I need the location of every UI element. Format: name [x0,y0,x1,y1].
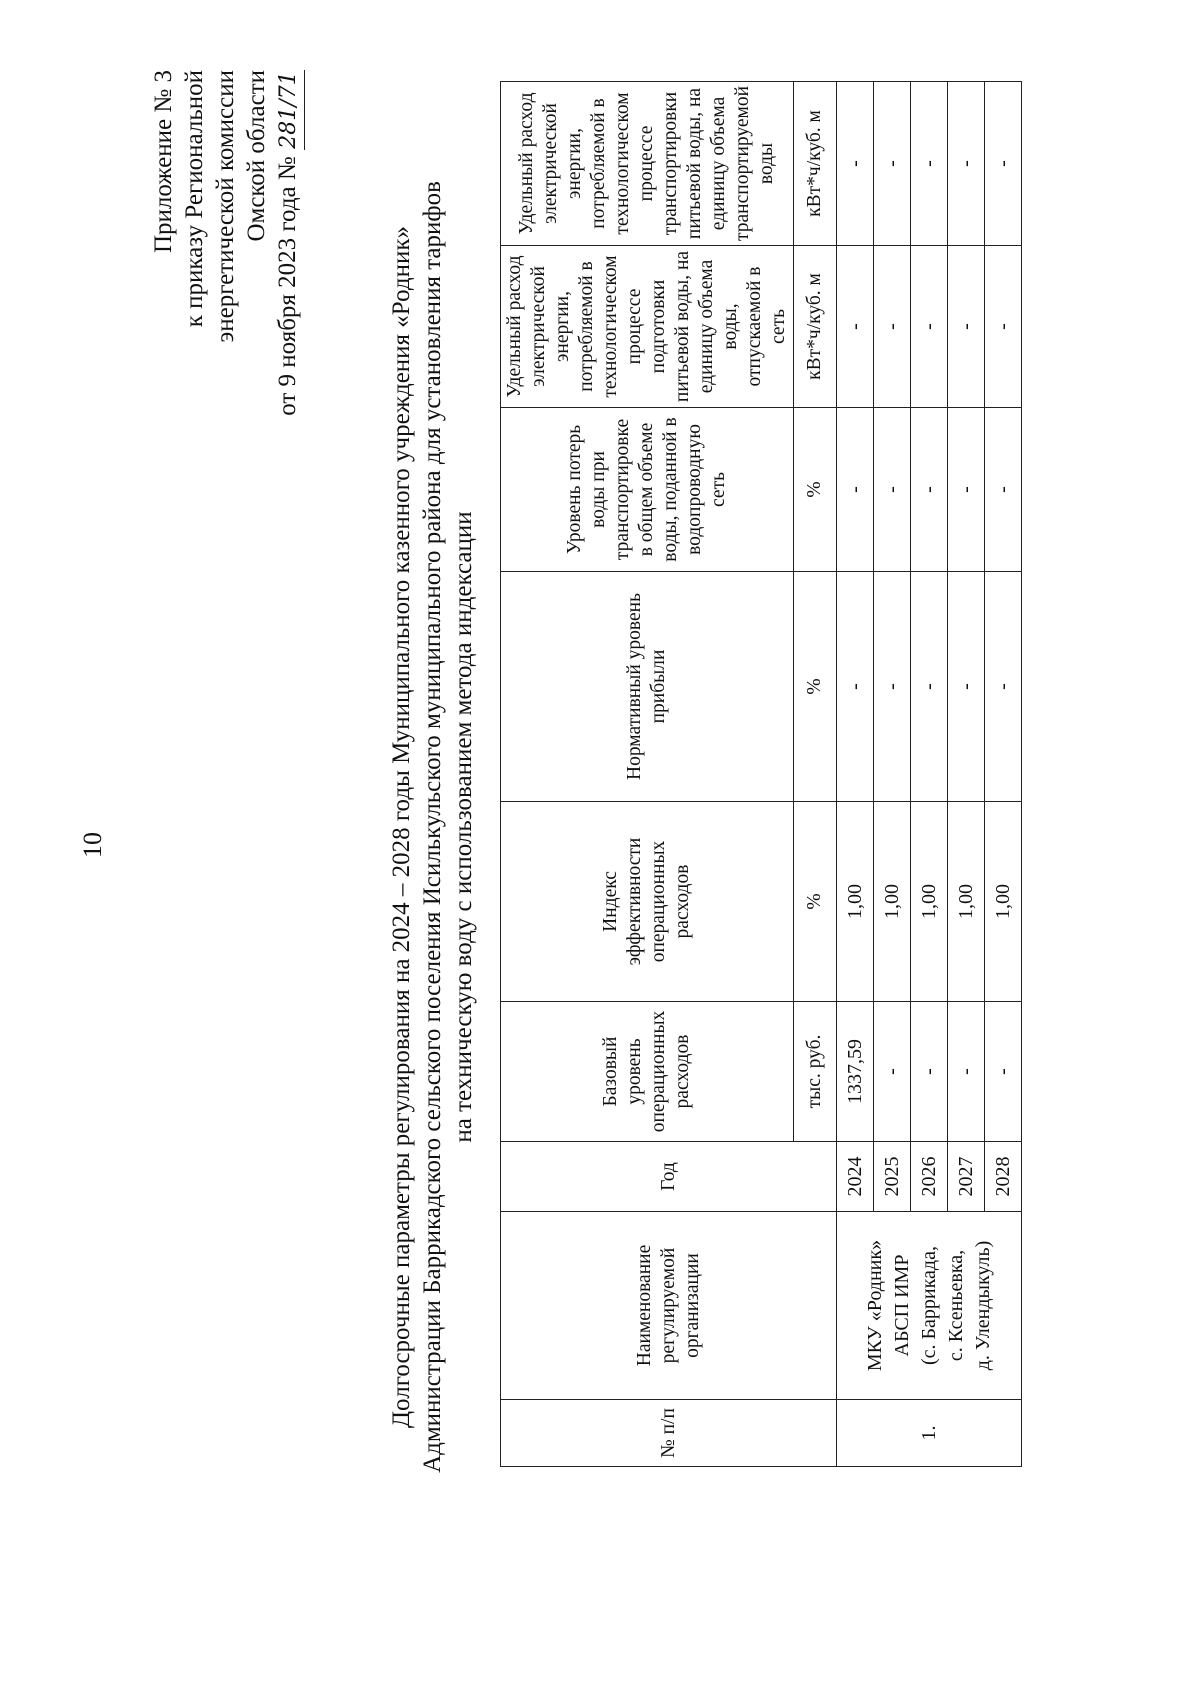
unit-energy-transport: кВт*ч/куб. м [794,82,837,246]
cell-efficiency-index: 1,00 [874,802,911,1002]
org-name-line: АБСП ИМР [890,1254,913,1357]
unit-energy-prep: кВт*ч/куб. м [794,246,837,408]
cell-profit-level: - [837,572,874,802]
cell-energy-transport: - [911,82,948,246]
unit-base-level: тыс. руб. [794,1002,837,1142]
cell-year: 2025 [874,1142,911,1212]
cell-loss-level: - [985,408,1022,572]
unit-loss-level: % [794,408,837,572]
org-name-line: МКУ «Родник» [863,1239,886,1372]
appendix-line-4: Омской области [243,70,270,242]
header-profit-level: Нормативный уровень прибыли [501,572,794,802]
cell-energy-transport: - [874,82,911,246]
unit-efficiency-index: % [794,802,837,1002]
cell-energy-transport: - [948,82,985,246]
cell-profit-level: - [874,572,911,802]
cell-energy-transport: - [985,82,1022,246]
cell-profit-level: - [985,572,1022,802]
cell-efficiency-index: 1,00 [911,802,948,1002]
appendix-line-3: энергетической комиссии [212,70,239,343]
row-number: 1. [837,1400,1022,1467]
header-year: Год [501,1142,837,1212]
order-number-handwritten: 281/71 [273,70,305,150]
cell-loss-level: - [948,408,985,572]
appendix-date-line [272,70,305,590]
title-line-1: Долгосрочные параметры регулирования на 2024 – 2028 годы Муниципального казенного учреждения «Родник» [388,226,415,1428]
cell-base-level: - [985,1002,1022,1142]
page-number: 10 [78,832,107,858]
unit-profit-level: % [794,572,837,802]
cell-base-level: - [874,1002,911,1142]
parameters-table [500,81,1022,1467]
cell-year: 2027 [948,1142,985,1212]
header-energy-prep: Удельный расход электрической энергии, потребляемой в технологическом процессе подготовки питьевой воды, на единицу объема воды, отпускаемой в сеть [501,246,794,408]
header-efficiency-index: Индекс эффективности операционных расходов [501,802,794,1002]
org-name-line: (с. Баррикада, [917,1246,940,1365]
cell-base-level: 1337,59 [837,1002,874,1142]
org-name-line: д. Улендыкуль) [971,1240,994,1371]
document-title [386,97,479,1557]
cell-profit-level: - [911,572,948,802]
appendix-line-2: к приказу Региональной [181,70,208,328]
org-name-line: с. Ксеньевка, [944,1249,967,1362]
cell-year: 2026 [911,1142,948,1212]
cell-loss-level: - [874,408,911,572]
appendix-block [148,70,305,590]
cell-efficiency-index: 1,00 [985,802,1022,1002]
cell-year: 2024 [837,1142,874,1212]
cell-energy-prep: - [985,246,1022,408]
cell-profit-level: - [948,572,985,802]
cell-year: 2028 [985,1142,1022,1212]
cell-energy-transport: - [837,82,874,246]
cell-efficiency-index: 1,00 [948,802,985,1002]
title-line-3: на техническую воду с использованием метода индексации [450,511,477,1143]
cell-energy-prep: - [948,246,985,408]
org-name [837,1212,1022,1400]
table-row [837,82,874,1467]
header-org: Наименование регулируемой организации [501,1212,837,1400]
cell-energy-prep: - [837,246,874,408]
cell-loss-level: - [911,408,948,572]
title-line-2: Администрации Баррикадского сельского поселения Исилькульского муниципального района для установления тарифов [419,181,446,1473]
cell-base-level: - [911,1002,948,1142]
header-energy-transport: Удельный расход электрической энергии, потребляемой в технологическом процессе транспортировки питьевой воды, на единицу объема транспортируемой воды [501,82,794,246]
cell-energy-prep: - [874,246,911,408]
appendix-date-prefix: от 9 ноября 2023 года № [274,156,301,416]
cell-efficiency-index: 1,00 [837,802,874,1002]
appendix-line-1: Приложение № 3 [150,70,177,254]
header-loss-level: Уровень потерь воды при транспортировке в общем объеме воды, поданной в водопроводную сеть [501,408,794,572]
cell-loss-level: - [837,408,874,572]
cell-base-level: - [948,1002,985,1142]
header-num: № п/п [501,1400,837,1467]
cell-energy-prep: - [911,246,948,408]
table-header-row [501,82,794,1467]
header-base-level: Базовый уровень операционных расходов [501,1002,794,1142]
